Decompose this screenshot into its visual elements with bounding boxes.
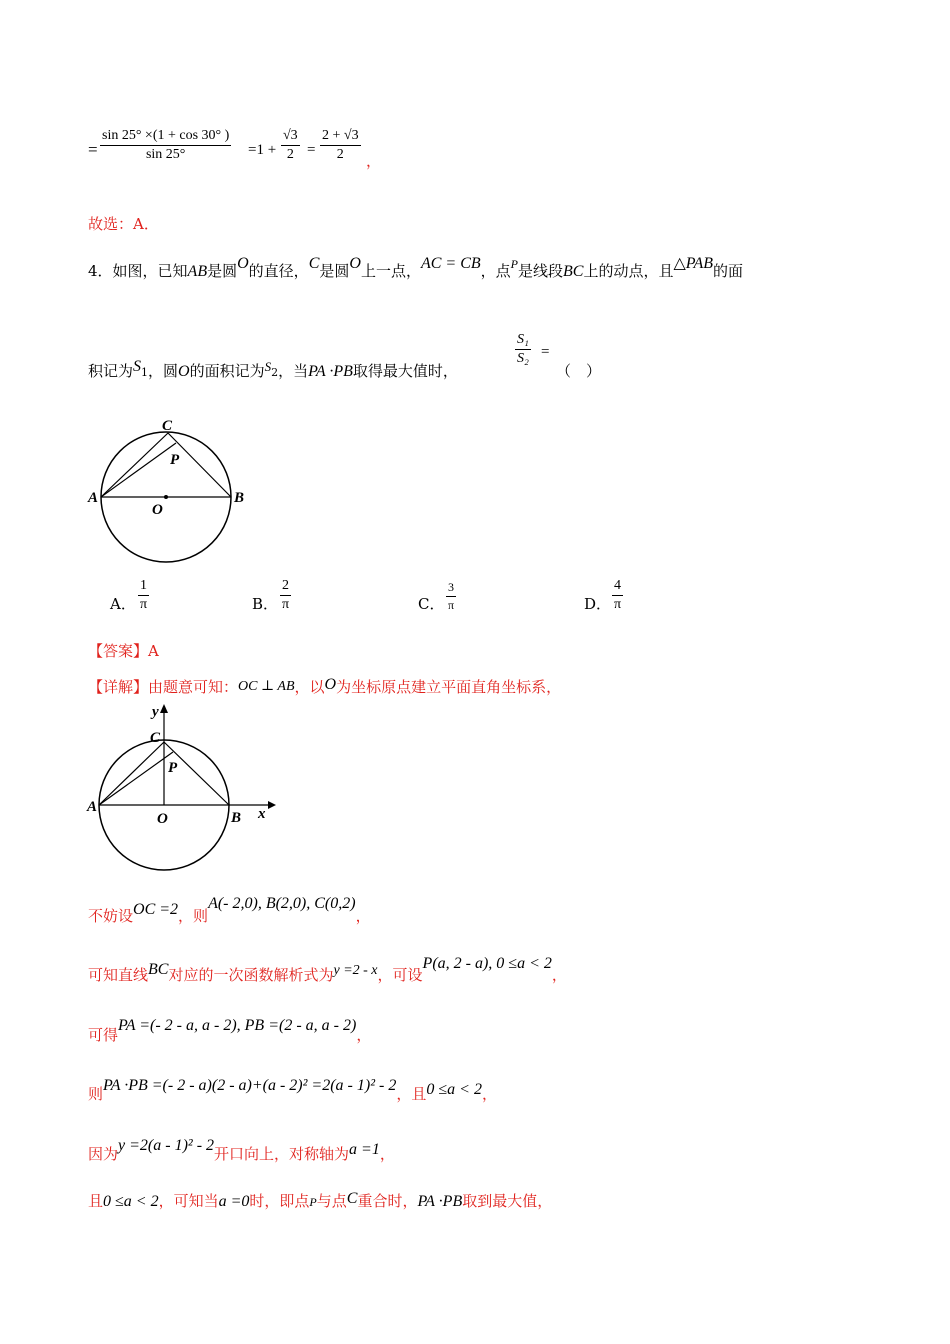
ratio-fraction: S₁ S₂ [517,332,529,366]
segment-ap [101,443,176,497]
solution-line-4: 则PA ·PB =(- 2 - a)(2 - a)+(a - 2)² =2(a - 1)² - 2，且0 ≤a < 2， [88,1077,497,1103]
segment-ac [101,433,168,497]
arc-equal: AC = CB [420,255,481,272]
comma: ， [366,152,382,170]
detail-intro: 【详解】由题意可知：OC ⊥ AB，以O为坐标原点建立平面直角坐标系， [88,676,562,696]
fraction-result: 2 + √3 2 [322,128,359,162]
one-plus: =1 + [248,142,277,158]
option-c-value[interactable]: 3 π [447,580,455,612]
label-o: O [157,811,168,827]
label-b: B [234,490,245,506]
fraction-sqrt3-over-2: √3 2 [283,128,298,162]
answer-parentheses: （ ） [556,362,602,380]
equals-sign: = [88,140,98,159]
ratio-equals: = [541,344,550,360]
question-4-line-2: 积记为S1，圆O的面积记为S2，当PA ·PB取得最大值时， [88,358,458,380]
option-b-label[interactable]: B． [252,595,279,613]
label-b: B [231,810,242,826]
label-o: O [152,502,163,518]
label-c: C [162,418,173,434]
equals-sign-2: = [307,142,316,158]
solution-line-3: 可得PA =(- 2 - a, a - 2), PB =(2 - a, a - 2)， [88,1017,372,1044]
label-p: P [168,760,178,776]
option-b-value[interactable]: 2 π [281,578,290,612]
solution-line-6: 且0 ≤a < 2，可知当a =0时，即点P与点C重合时，PA ·PB取到最大值， [88,1190,553,1210]
x-axis-arrow [268,801,276,809]
label-y: y [152,704,159,720]
center-point [164,495,168,499]
option-a-label[interactable]: A． [110,595,136,613]
question-4-line-1: 4．如图，已知AB是圆O的直径，C是圆O上一点，AC = CB，点$^P$是线段BC上的动点，且△PAB的面 [88,255,744,280]
label-a: A [87,799,98,815]
segment-ac [99,742,164,805]
answer-line: 【答案】A [88,642,159,660]
option-d-label[interactable]: D． [584,595,612,613]
option-c-label[interactable]: C． [418,595,445,613]
solution-line-5: 因为y =2(a - 1)² - 2开口向上，对称轴为a =1， [88,1137,395,1163]
solution-line-1: 不妨设OC =2，则A(- 2,0), B(2,0), C(0,2)， [88,895,371,925]
solution-line-2: 可知直线BC对应的一次函数解析式为y =2 - x，可设P(a, 2 - a), 0 ≤a < 2， [88,955,567,984]
fraction-sin: sin 25° ×(1 + cos 30° ) sin 25° [102,128,230,162]
choice-result: 故选：A． [88,215,159,233]
label-p: P [170,452,180,468]
option-a-value[interactable]: 1 π [139,578,148,612]
label-x: x [258,806,266,822]
label-c: C [150,730,161,746]
option-d-value[interactable]: 4 π [613,578,622,612]
label-a: A [88,490,99,506]
circle-figure-1 [80,410,260,570]
y-axis-arrow [160,704,168,713]
coordinate-figure-2 [80,700,280,875]
segment-ap [99,752,173,805]
